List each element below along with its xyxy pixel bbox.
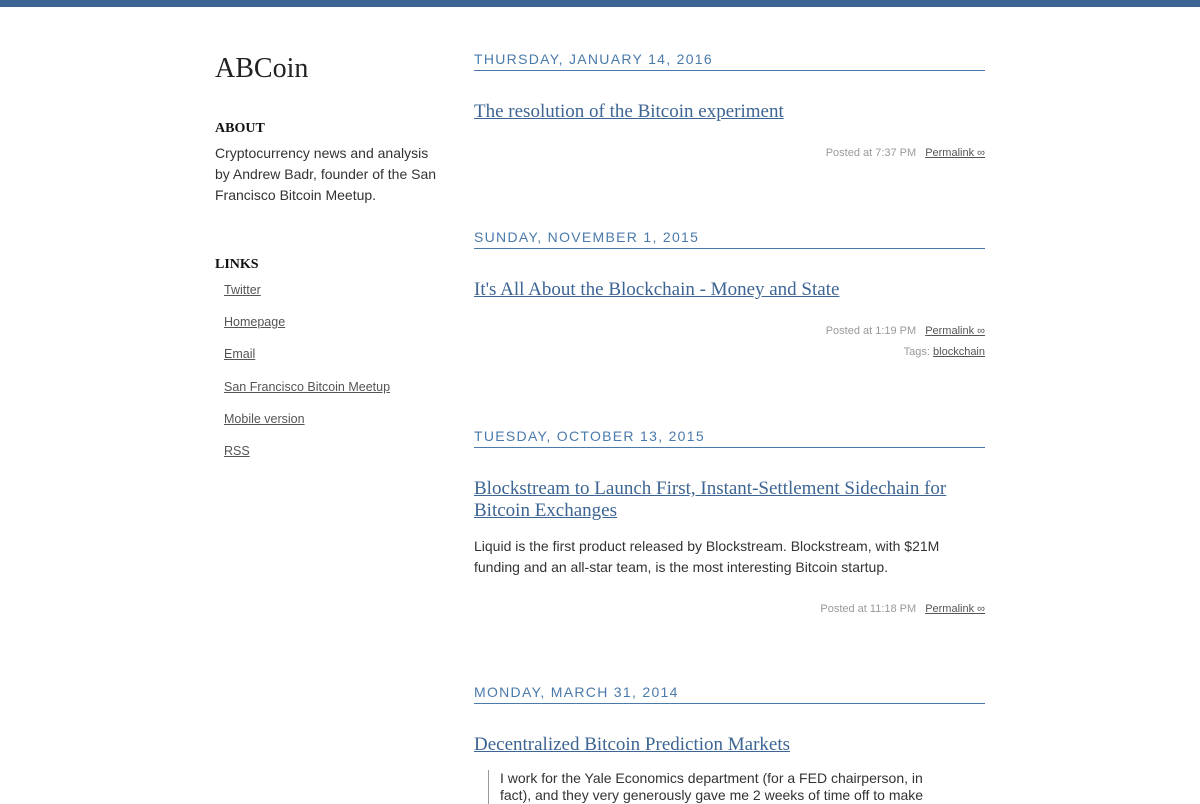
list-item (224, 313, 445, 345)
post (474, 427, 985, 620)
list-item (224, 281, 445, 313)
post-footer (474, 599, 985, 620)
blog-title: ABCoin (215, 53, 309, 84)
post-title-link[interactable]: Blockstream to Launch First, Instant-Settlement Sidechain for Bitcoin Exchanges (474, 478, 947, 521)
post (474, 50, 985, 164)
post (474, 228, 985, 363)
link-sf-bitcoin-meetup[interactable]: San Francisco Bitcoin Meetup (224, 379, 391, 394)
permalink-link[interactable]: Permalink ∞ (925, 603, 985, 615)
post-title-link[interactable]: The resolution of the Bitcoin experiment (474, 101, 784, 122)
tags-label: Tags: (903, 346, 930, 358)
date-header: MONDAY, MARCH 31, 2014 (474, 683, 985, 704)
link-email[interactable]: Email (224, 347, 256, 362)
link-mobile-version[interactable]: Mobile version (224, 411, 305, 426)
post-footer (474, 143, 985, 164)
tag-link[interactable]: blockchain (933, 346, 985, 358)
about-heading: ABOUT (215, 121, 265, 136)
link-homepage[interactable]: Homepage (224, 315, 286, 330)
date-header: TUESDAY, OCTOBER 13, 2015 (474, 427, 985, 448)
link-rss[interactable]: RSS (224, 443, 250, 458)
post (474, 683, 985, 804)
list-item (224, 345, 445, 377)
sidebar (215, 52, 445, 474)
post-tags (474, 342, 985, 363)
links-list (215, 281, 445, 474)
date-header: SUNDAY, NOVEMBER 1, 2015 (474, 228, 985, 249)
permalink-link[interactable]: Permalink ∞ (925, 325, 985, 337)
post-footer (474, 321, 985, 342)
date-header: THURSDAY, JANUARY 14, 2016 (474, 50, 985, 71)
top-bar (0, 0, 1200, 7)
post-quote: I work for the Yale Economics department (for a FED chairperson, in fact), and they very generously gave me 2 weeks of time off to make (488, 770, 940, 804)
post-body: Liquid is the first product released by Blockstream. Blockstream, with $21M funding and an all-star team, is the most interesting Bitcoin startup. (474, 538, 940, 575)
list-item (224, 442, 445, 474)
link-twitter[interactable]: Twitter (224, 283, 261, 297)
post-title-link[interactable]: It's All About the Blockchain - Money and State (474, 279, 840, 300)
posted-at: Posted at 7:37 PM (825, 147, 917, 159)
posted-at: Posted at 1:19 PM (825, 325, 917, 337)
list-item (224, 378, 445, 410)
list-item (224, 410, 445, 442)
posted-at: Posted at 11:18 PM (820, 603, 917, 615)
post-title-link[interactable]: Decentralized Bitcoin Prediction Markets (474, 734, 791, 755)
links-heading: LINKS (215, 257, 259, 272)
about-text: Cryptocurrency news and analysis by Andrew Badr, founder of the San Francisco Bitcoin Meetup. (215, 145, 437, 203)
permalink-link[interactable]: Permalink ∞ (925, 147, 985, 159)
